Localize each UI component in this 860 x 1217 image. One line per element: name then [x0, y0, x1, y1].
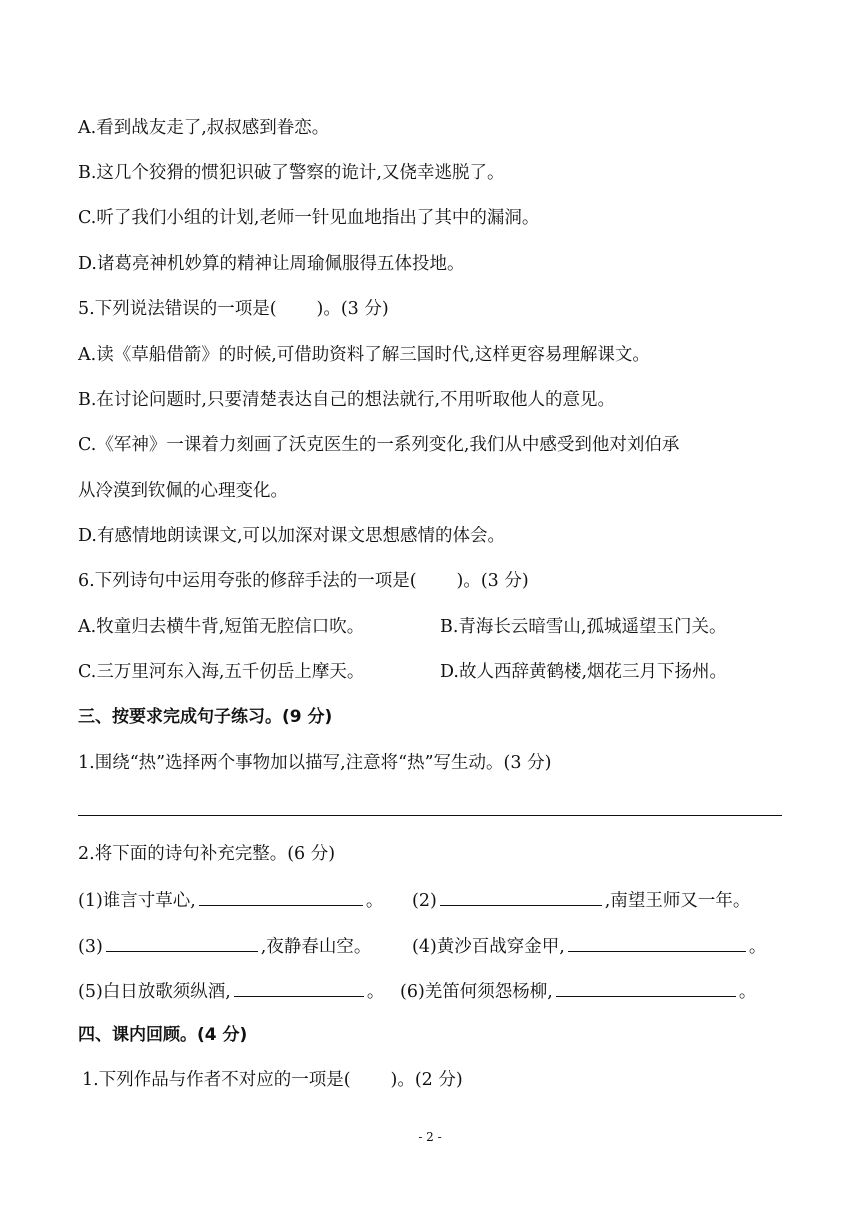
q6-option-d: D.故人西辞黄鹤楼,烟花三月下扬州。: [440, 662, 728, 682]
poem-6: [400, 978, 756, 1004]
poem-1-end: 。: [365, 891, 384, 911]
q6-option-b: B.青海长云暗雪山,孤城遥望玉门关。: [440, 617, 727, 637]
q5-stem-text: 5.下列说法错误的一项是(: [78, 299, 277, 319]
poem-6-end: 。: [738, 982, 757, 1002]
poem-3-end: ,夜静春山空。: [260, 937, 372, 957]
s3-q2: 2.将下面的诗句补充完整。(6 分): [78, 844, 336, 864]
poem-2-blank[interactable]: [440, 887, 602, 906]
poem-3-text: (3): [78, 937, 103, 957]
q6-option-c: C.三万里河东入海,五千仞岳上摩天。: [78, 662, 365, 682]
answer-line[interactable]: [78, 815, 782, 816]
q4-option-b: B.这几个狡猾的惯犯识破了警察的诡计,又侥幸逃脱了。: [78, 163, 505, 183]
poem-4: [412, 933, 766, 959]
q6-stem: [78, 569, 529, 593]
q4-option-c: C.听了我们小组的计划,老师一针见血地指出了其中的漏洞。: [78, 208, 540, 228]
poem-6-text: (6)羌笛何须怨杨柳,: [400, 982, 553, 1002]
q5-stem: [78, 297, 389, 321]
s3-q1: 1.围绕“热”选择两个事物加以描写,注意将“热”写生动。(3 分): [78, 753, 552, 773]
q5-option-d: D.有感情地朗读课文,可以加深对课文思想感情的体会。: [78, 526, 506, 546]
s4-q1-text: 1.下列作品与作者不对应的一项是(: [82, 1070, 351, 1090]
q5-option-c-cont: 从冷漠到钦佩的心理变化。: [78, 481, 288, 501]
poem-5-end: 。: [366, 982, 385, 1002]
poem-4-end: 。: [748, 937, 767, 957]
q5-option-a: A.读《草船借箭》的时候,可借助资料了解三国时代,这样更容易理解课文。: [78, 345, 650, 365]
poem-3-blank[interactable]: [106, 933, 258, 952]
q4-option-a: A.看到战友走了,叔叔感到眷恋。: [78, 118, 330, 138]
q4-option-d: D.诸葛亮神机妙算的精神让周瑜佩服得五体投地。: [78, 254, 465, 274]
poem-5: [78, 978, 384, 1004]
poem-1-blank[interactable]: [199, 887, 363, 906]
section-4-title: 四、课内回顾。(4 分): [78, 1025, 248, 1045]
poem-4-text: (4)黄沙百战穿金甲,: [412, 937, 565, 957]
section-3-title: 三、按要求完成句子练习。(9 分): [78, 707, 333, 727]
q5-option-b: B.在讨论问题时,只要清楚表达自己的想法就行,不用听取他人的意见。: [78, 390, 616, 410]
page-number: - 2 -: [418, 1130, 442, 1144]
poem-1-text: (1)谁言寸草心,: [78, 891, 196, 911]
poem-2-end: ,南望王师又一年。: [604, 891, 751, 911]
s4-q1: [82, 1068, 463, 1092]
poem-6-blank[interactable]: [556, 978, 736, 997]
poem-2-text: (2): [412, 891, 437, 911]
q6-stem-text: 6.下列诗句中运用夸张的修辞手法的一项是(: [78, 571, 417, 591]
s4-q1-score: )。(2 分): [390, 1070, 463, 1090]
poem-3: [78, 933, 371, 959]
poem-2: [412, 887, 750, 913]
q6-stem-score: )。(3 分): [456, 571, 529, 591]
poem-1: [78, 887, 383, 913]
poem-4-blank[interactable]: [568, 933, 746, 952]
q5-stem-score: )。(3 分): [316, 299, 389, 319]
q5-option-c: C.《军神》一课着力刻画了沃克医生的一系列变化,我们从中感受到他对刘伯承: [78, 435, 680, 455]
poem-5-text: (5)白日放歌须纵酒,: [78, 982, 231, 1002]
q6-option-a: A.牧童归去横牛背,短笛无腔信口吹。: [78, 617, 365, 637]
poem-5-blank[interactable]: [234, 978, 364, 997]
